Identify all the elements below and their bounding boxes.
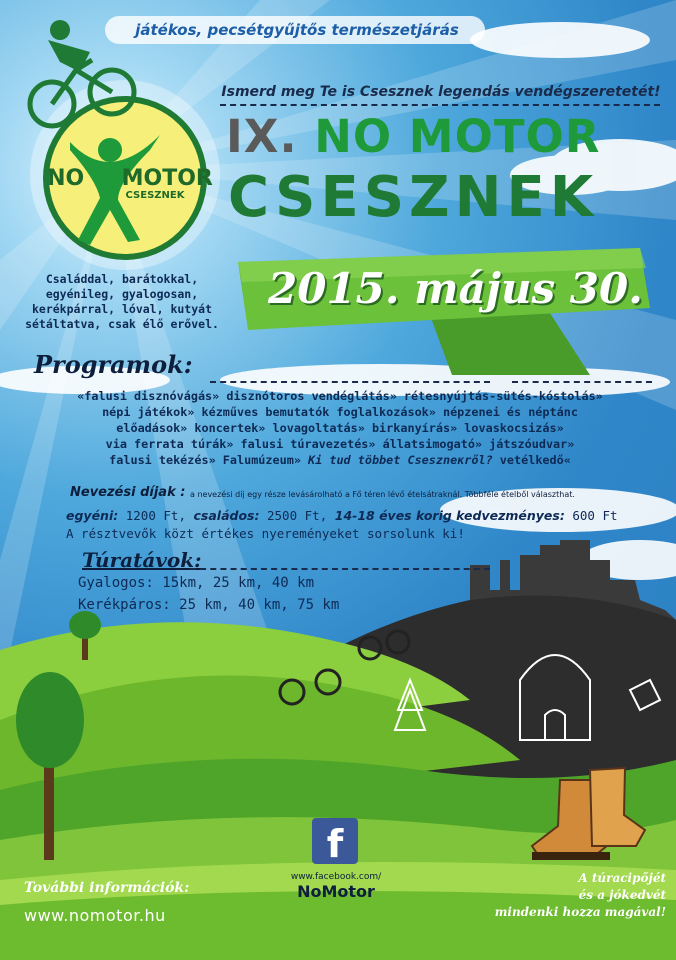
program-line-end: vetélkedő« <box>492 453 571 467</box>
intro-text <box>18 272 226 332</box>
facebook-icon[interactable]: f <box>312 818 358 864</box>
event-title <box>226 110 600 163</box>
intro-line: Családdal, barátokkal, <box>45 272 199 286</box>
logo-text <box>40 166 220 191</box>
divider <box>210 381 490 383</box>
programs-list <box>14 388 666 468</box>
logo-place: CSESZNEK <box>125 190 185 201</box>
facebook-url[interactable]: www.facebook.com/ <box>290 872 382 882</box>
event-date: 2015. május 30. <box>268 264 643 313</box>
youth-value: 600 Ft <box>564 508 618 523</box>
fees-note: a nevezési díj egy része levásárolható a Fő téren lévő ételsátraknál. Többféle ételből választhat. <box>190 490 575 499</box>
program-line-start: falusi tekézés» Falumúzeum» <box>109 453 309 467</box>
fees-prices <box>66 508 618 523</box>
program-line: «falusi disznóvágás» disznótoros vendéglátás» rétesnyújtás-sütés-kóstolás» <box>77 389 603 403</box>
facebook-page-name[interactable]: NoMotor <box>297 882 375 901</box>
raffle-text: A résztvevők közt értékes nyereményeket sorsolunk ki! <box>66 526 465 541</box>
divider <box>220 104 660 106</box>
intro-line: sétáltatva, csak élő erővel. <box>25 317 219 331</box>
divider <box>190 568 490 570</box>
youth-label: 14-18 éves korig kedvezményes: <box>334 508 565 523</box>
edition-number: IX. <box>226 110 298 163</box>
shoes-line: A túracipőjét <box>578 871 666 885</box>
intro-line: egyénileg, gyalogosan, <box>45 287 199 301</box>
individual-label: egyéni: <box>66 508 119 523</box>
shoes-line: és a jókedvét <box>578 888 666 902</box>
slogan: Ismerd meg Te is Csesznek legendás vendégszeretetét! <box>221 84 661 100</box>
family-value: 2500 Ft, <box>259 508 335 523</box>
distances-heading: Túratávok: <box>82 548 202 572</box>
divider <box>512 381 652 383</box>
fees-heading: Nevezési díjak : <box>70 485 186 500</box>
quiz-name: Ki tud többet Cseszneкről? <box>308 453 493 467</box>
more-info-label: További információk: <box>24 880 190 896</box>
logo-motor: MOTOR <box>121 166 213 191</box>
program-line: via ferrata túrák» falusi túravezetés» állatsimogató» játszóudvar» <box>105 437 575 451</box>
walking-distances: Gyalogos: 15km, 25 km, 40 km <box>78 575 315 591</box>
shoes-line: mindenki hozza magával! <box>494 905 666 919</box>
family-label: családos: <box>193 508 260 523</box>
logo-no: NO <box>47 166 85 191</box>
program-line <box>14 452 666 468</box>
website-link[interactable]: www.nomotor.hu <box>24 906 166 925</box>
event-place: CSESZNEK <box>228 165 599 230</box>
intro-line: kerékpárral, lóval, kutyát <box>31 302 212 316</box>
cycling-distances: Kerékpáros: 25 km, 40 km, 75 km <box>78 597 340 613</box>
programs-heading: Programok: <box>34 350 193 379</box>
event-name: NO MOTOR <box>314 110 601 163</box>
shoes-message <box>468 870 666 921</box>
program-line: népi játékok» kézműves bemutatók foglalkozások» népzenei és néptánc <box>102 405 578 419</box>
tagline: játékos, pecsétgyűjtős természetjárás <box>135 21 459 39</box>
program-line: előadások» koncertek» lovagoltatás» birkanyírás» lovaskocsizás» <box>116 421 564 435</box>
individual-value: 1200 Ft, <box>118 508 194 523</box>
